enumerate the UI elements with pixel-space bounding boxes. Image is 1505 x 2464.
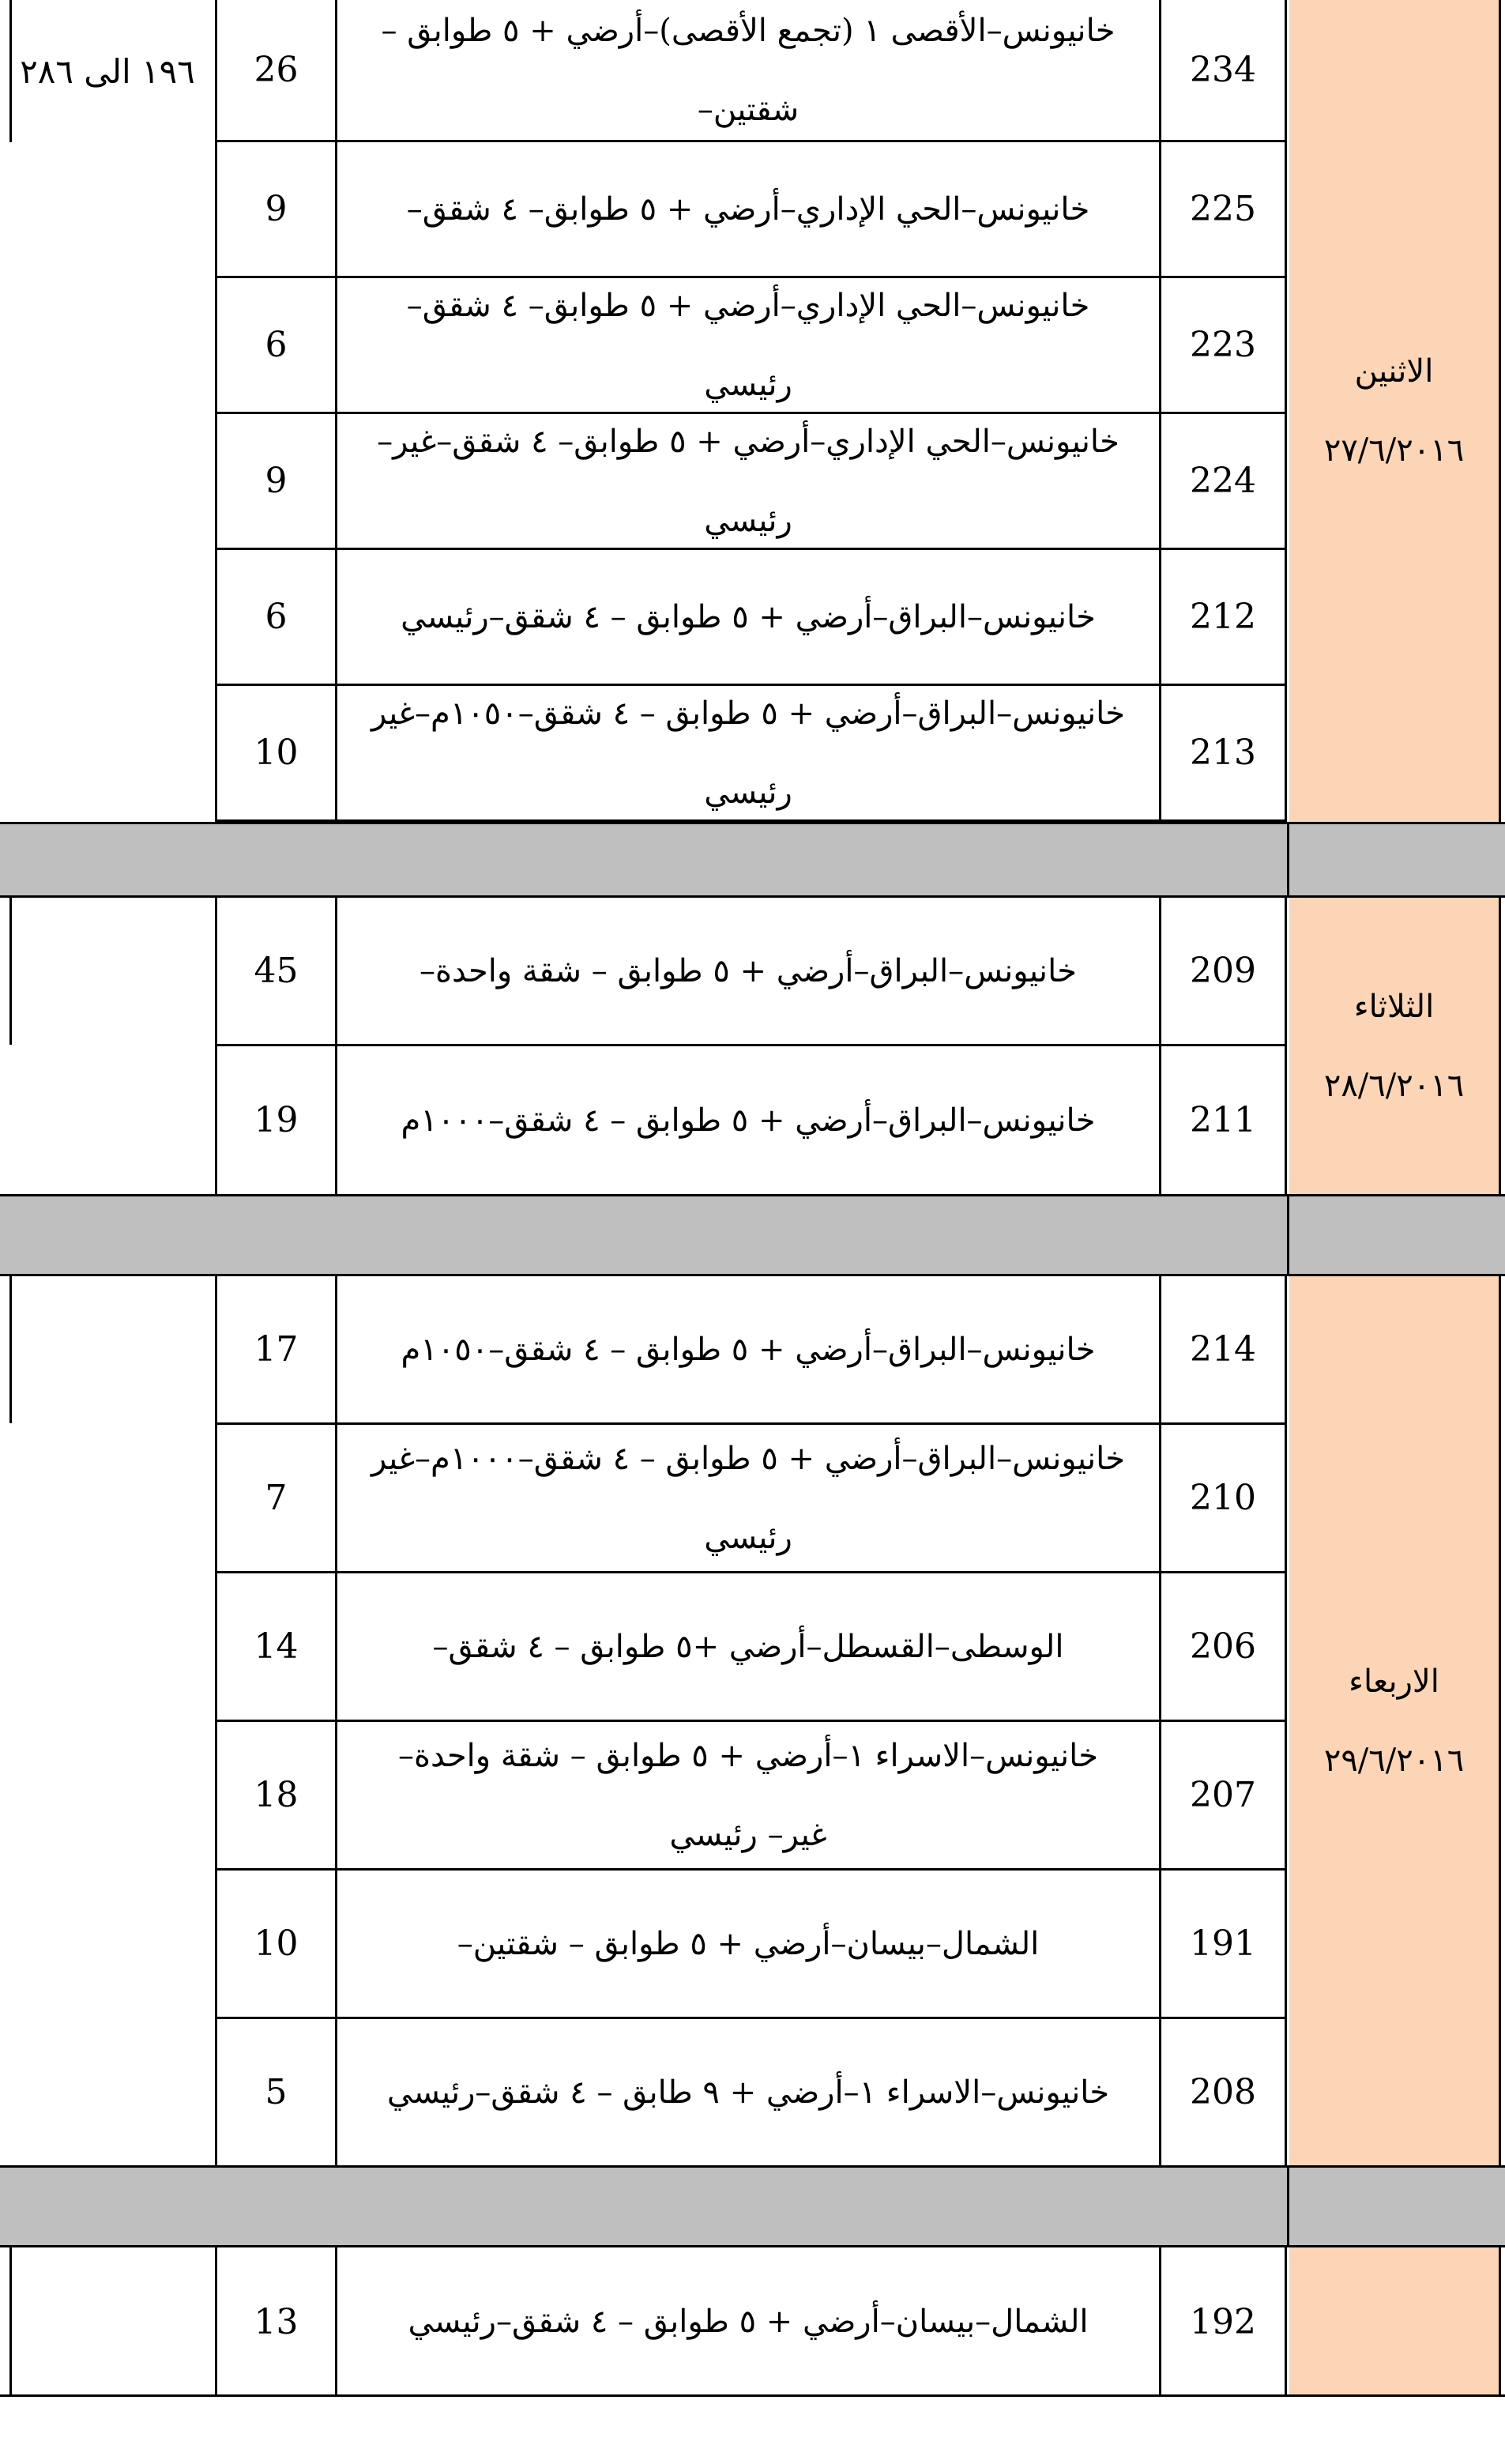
description-cell: خانيونس–البراق–أرضي + ٥ طوابق – ٤ شقق–١٠٠٠م [335, 1046, 1159, 1196]
count-cell: 26 [215, 0, 335, 142]
day-cell [1289, 895, 1501, 1196]
day-name: الاثنين [1354, 353, 1434, 390]
group-separator [0, 2165, 1505, 2247]
count-cell: 10 [215, 686, 335, 822]
description-cell: خانيونس–الأقصى ١ (تجمع الأقصى)–أرضي + ٥ طوابق – شقتين– [335, 0, 1159, 142]
count-cell: 45 [215, 898, 335, 1046]
table-bottom-border [0, 2394, 1505, 2397]
id-cell: 234 [1159, 0, 1287, 142]
id-cell: 212 [1159, 550, 1287, 686]
description-cell: الشمال–بيسان–أرضي + ٥ طوابق – شقتين– [335, 1871, 1159, 2019]
group-separator [0, 822, 1505, 898]
description-cell: خانيونس–الاسراء ١–أرضي + ٥ طوابق – شقة واحدة–غير– رئيسي [335, 1722, 1159, 1871]
table-row [0, 550, 1505, 686]
table-row [0, 1573, 1505, 1722]
count-cell: 6 [215, 278, 335, 414]
count-cell: 7 [215, 1425, 335, 1573]
description-cell: خانيونس–البراق–أرضي + ٥ طوابق – ٤ شقق–١٠٥٠م [335, 1276, 1159, 1425]
id-cell: 210 [1159, 1425, 1287, 1573]
day-cell [1289, 2245, 1501, 2396]
table-row [0, 1046, 1505, 1196]
day-name: الاربعاء [1349, 1663, 1439, 1700]
id-cell: 209 [1159, 898, 1287, 1046]
separator-divider [1287, 2168, 1289, 2245]
table-row [0, 1722, 1505, 1871]
id-cell: 224 [1159, 414, 1287, 550]
description-cell: خانيونس–البراق–أرضي + ٥ طوابق – ٤ شقق–رئيسي [335, 550, 1159, 686]
description-cell: الوسطى–القسطل–أرضي +٥ طوابق – ٤ شقق– [335, 1573, 1159, 1722]
table-row [0, 1425, 1505, 1573]
id-cell: 191 [1159, 1871, 1287, 2019]
description-cell: خانيونس–البراق–أرضي + ٥ طوابق – ٤ شقق–١٠٠٠م–غير رئيسي [335, 1425, 1159, 1573]
id-cell: 208 [1159, 2019, 1287, 2168]
day-date: ٢٨/٦/٢٠١٦ [1323, 1067, 1465, 1104]
id-cell: 207 [1159, 1722, 1287, 1871]
table-row [0, 686, 1505, 822]
table-row [0, 1871, 1505, 2019]
separator-divider [1287, 1196, 1289, 1274]
id-cell: 225 [1159, 142, 1287, 278]
description-cell: خانيونس–الحي الإداري–أرضي + ٥ طوابق– ٤ شقق– [335, 142, 1159, 278]
count-cell: 9 [215, 142, 335, 278]
id-cell: 211 [1159, 1046, 1287, 1196]
table-row [0, 142, 1505, 278]
table-row [0, 2019, 1505, 2168]
table-row [0, 1276, 1505, 1425]
count-cell: 17 [215, 1276, 335, 1425]
id-cell: 214 [1159, 1276, 1287, 1425]
table-row [0, 278, 1505, 414]
description-cell: خانيونس–الحي الإداري–أرضي + ٥ طوابق– ٤ شقق–رئيسي [335, 278, 1159, 414]
separator-divider [1287, 824, 1289, 895]
day-date: ٢٩/٦/٢٠١٦ [1323, 1742, 1465, 1779]
day-date: ٢٧/٦/٢٠١٦ [1323, 432, 1465, 469]
description-cell: خانيونس–البراق–أرضي + ٥ طوابق – ٤ شقق–١٠٥٠م–غير رئيسي [335, 686, 1159, 822]
table-row [0, 0, 1505, 142]
id-cell: 223 [1159, 278, 1287, 414]
description-cell: خانيونس–البراق–أرضي + ٥ طوابق – شقة واحدة– [335, 898, 1159, 1046]
count-cell: 9 [215, 414, 335, 550]
count-cell: 13 [215, 2247, 335, 2396]
count-cell: 10 [215, 1871, 335, 2019]
description-cell: خانيونس–الحي الإداري–أرضي + ٥ طوابق– ٤ شقق–غير– رئيسي [335, 414, 1159, 550]
group-separator [0, 1194, 1505, 1276]
id-cell: 213 [1159, 686, 1287, 822]
day-cell [1289, 1274, 1501, 2168]
day-cell [1289, 0, 1501, 824]
count-cell: 5 [215, 2019, 335, 2168]
range-cell [0, 0, 215, 142]
description-cell: خانيونس–الاسراء ١–أرضي + ٩ طابق – ٤ شقق–رئيسي [335, 2019, 1159, 2168]
count-cell: 14 [215, 1573, 335, 1722]
count-cell: 19 [215, 1046, 335, 1196]
count-cell: 6 [215, 550, 335, 686]
id-cell: 192 [1159, 2247, 1287, 2396]
count-cell: 18 [215, 1722, 335, 1871]
table-row [0, 2247, 1505, 2396]
table-row [0, 414, 1505, 550]
description-cell: الشمال–بيسان–أرضي + ٥ طوابق – ٤ شقق–رئيسي [335, 2247, 1159, 2396]
table-row [0, 898, 1505, 1046]
day-name: الثلاثاء [1353, 988, 1435, 1025]
range-note: ١٩٦ الى ٢٨٦ [20, 51, 195, 91]
id-cell: 206 [1159, 1573, 1287, 1722]
